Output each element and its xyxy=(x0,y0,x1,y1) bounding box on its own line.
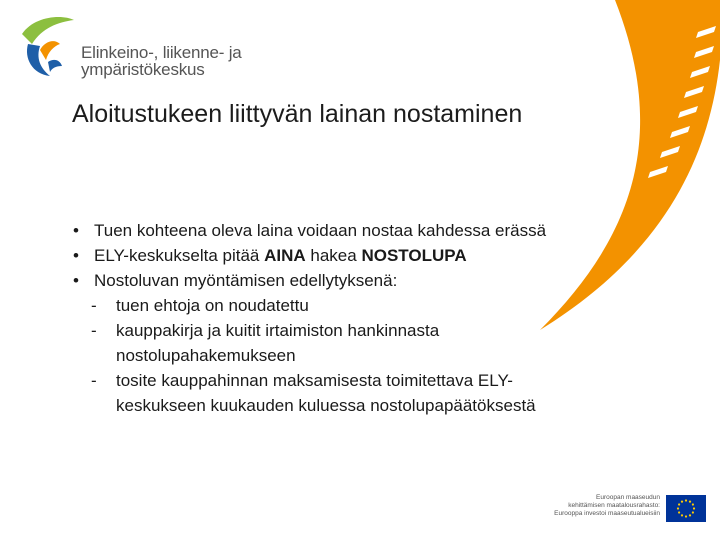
slide-content xyxy=(72,218,672,418)
bullet-text: Tuen kohteena oleva laina voidaan nostaa kahdessa erässä xyxy=(94,221,547,240)
bullet-text: ELY-keskukselta pitää xyxy=(94,246,265,265)
ely-logo xyxy=(14,14,242,84)
sub-item xyxy=(72,318,672,343)
eu-flag-icon xyxy=(666,495,706,522)
sub-item-continuation: keskukseen kuukauden kuluessa nostolupapäätöksestä xyxy=(116,396,536,415)
slide-title: Aloitustukeen liittyvän lainan nostaminen xyxy=(72,100,523,128)
eu-text-line-3: Eurooppa investoi maaseutualueisiin xyxy=(554,510,660,517)
bullet-bold-text: NOSTOLUPA xyxy=(361,246,467,265)
bullet-item xyxy=(72,243,672,268)
bullet-icon: • xyxy=(73,271,79,290)
dash-icon: - xyxy=(91,296,97,315)
sub-item-text: tosite kauppahinnan maksamisesta toimitettava ELY- xyxy=(116,371,513,390)
bullet-text: Nostoluvan myöntämisen edellytyksenä: xyxy=(94,271,398,290)
ely-emblem-icon xyxy=(14,14,84,84)
sub-item xyxy=(72,293,672,318)
bullet-bold-text: AINA xyxy=(264,246,306,265)
sub-item-text: tuen ehtoja on noudatettu xyxy=(116,296,309,315)
bullet-icon: • xyxy=(73,221,79,240)
dash-icon: - xyxy=(91,371,97,390)
logo-line-1: Elinkeino-, liikenne- ja xyxy=(81,43,242,62)
bullet-icon: • xyxy=(73,246,79,265)
bullet-text: hakea xyxy=(305,246,362,265)
sub-item-continuation: nostolupahakemukseen xyxy=(116,346,296,365)
eu-text-line-2: kehittämisen maatalousrahasto: xyxy=(568,502,660,509)
sub-item xyxy=(72,368,672,393)
bullet-item xyxy=(72,268,672,293)
sub-item-text: kauppakirja ja kuitit irtaimiston hankinnasta xyxy=(116,321,440,340)
bullet-item xyxy=(72,218,672,243)
eu-funding-logo xyxy=(540,494,710,524)
logo-line-2: ympäristökeskus xyxy=(81,60,205,79)
eu-text-line-1: Euroopan maaseudun xyxy=(596,494,660,501)
dash-icon: - xyxy=(91,321,97,340)
